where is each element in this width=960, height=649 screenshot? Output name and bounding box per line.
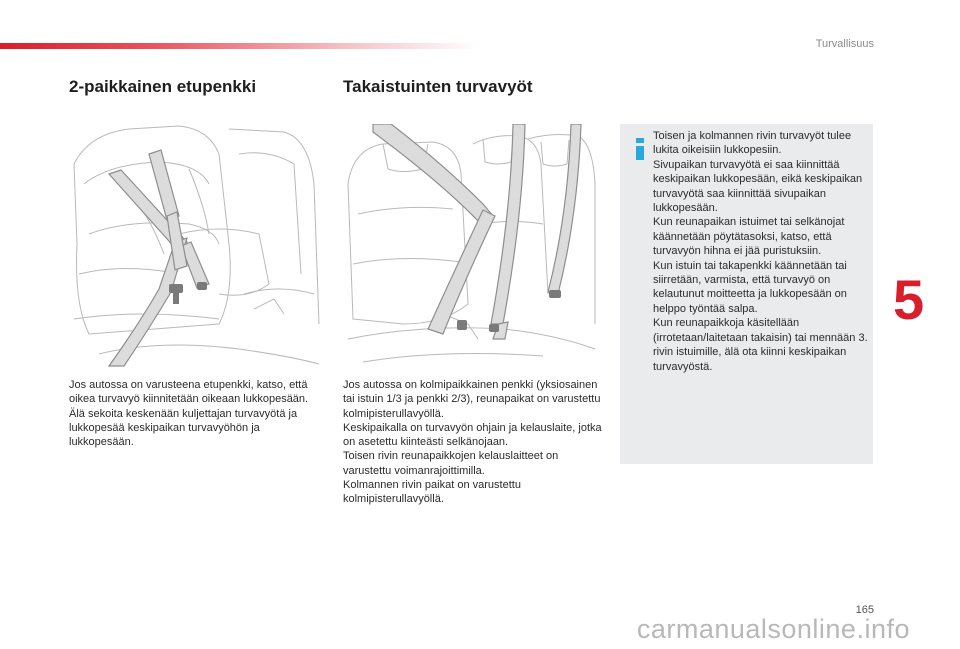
- page-number: 165: [855, 604, 874, 616]
- front-bench-illustration: [69, 124, 323, 370]
- front-bench-title: 2-paikkainen etupenkki: [69, 77, 257, 96]
- info-text: [653, 129, 869, 374]
- info-paragraph-2: Sivupaikan turvavyötä ei saa kiinnittää keskipaikan lukkopesään, eikä keskipaikan turvavyötä saa kiinnittää sivupaikan lukkopesään.: [653, 158, 863, 215]
- info-paragraph-1: Toisen ja kolmannen rivin turvavyöt tulee lukita oikeisiin lukkopesiin.: [653, 130, 852, 157]
- info-paragraph-4: Kun istuin tai takapenkki käännetään tai siirretään, varmista, että turvavyö on kelautunut moitteetta ja lukkopesään on helppo työntää salpa.: [653, 259, 847, 315]
- front-bench-paragraph-2: Älä sekoita keskenään kuljettajan turvavyötä ja lukkopesää keskipaikan turvavyöhön ja lukkopesään.: [69, 407, 298, 449]
- rear-belts-paragraph-3: Toisen rivin reunapaikkojen kelauslaitteet on varustettu voimanrajoittimilla.: [343, 450, 559, 477]
- watermark: carmanualsonline.info: [636, 614, 910, 644]
- info-icon: [632, 138, 648, 160]
- rear-belts-illustration: [343, 124, 597, 370]
- front-bench-paragraph-1: Jos autossa on varusteena etupenkki, katso, että oikea turvavyö kiinnitetään oikeaan lukkopesään.: [69, 379, 309, 406]
- rear-belts-paragraph-2: Keskipaikalla on turvavyön ohjain ja kelauslaite, jotka on asetettu kiinteästi selkänojaan.: [343, 421, 602, 449]
- rear-belts-paragraph-4: Kolmannen rivin paikat on varustettu kolmipisterullavyöllä.: [343, 479, 521, 506]
- rear-belts-paragraph-1: Jos autossa on kolmipaikkainen penkki (yksiosainen tai istuin 1/3 ja penkki 2/3), reunapaikat on varustettu kolmipisterullavyöllä.: [343, 379, 601, 420]
- front-bench-text: [69, 378, 317, 449]
- info-box: [620, 124, 873, 464]
- header-accent-bar: [0, 43, 480, 49]
- rear-belts-drawing: [343, 124, 597, 370]
- rear-belts-title: Takaistuinten turvavyöt: [343, 77, 533, 96]
- info-paragraph-5: Kun reunapaikkoja käsitellään (irrotetaan/laitetaan takaisin) tai mennään 3. rivin istuimille, älä ota kiinni keskipaikan turvavyöstä.: [653, 317, 868, 373]
- section-name: Turvallisuus: [815, 38, 874, 50]
- info-paragraph-3: Kun reunapaikan istuimet tai selkänojat käännetään pöytätasoksi, katso, että turvavyön hihna ei jää puristuksiin.: [653, 216, 845, 258]
- rear-belts-text: [343, 378, 605, 507]
- chapter-number: 5: [893, 268, 925, 331]
- front-bench-drawing: [69, 124, 323, 370]
